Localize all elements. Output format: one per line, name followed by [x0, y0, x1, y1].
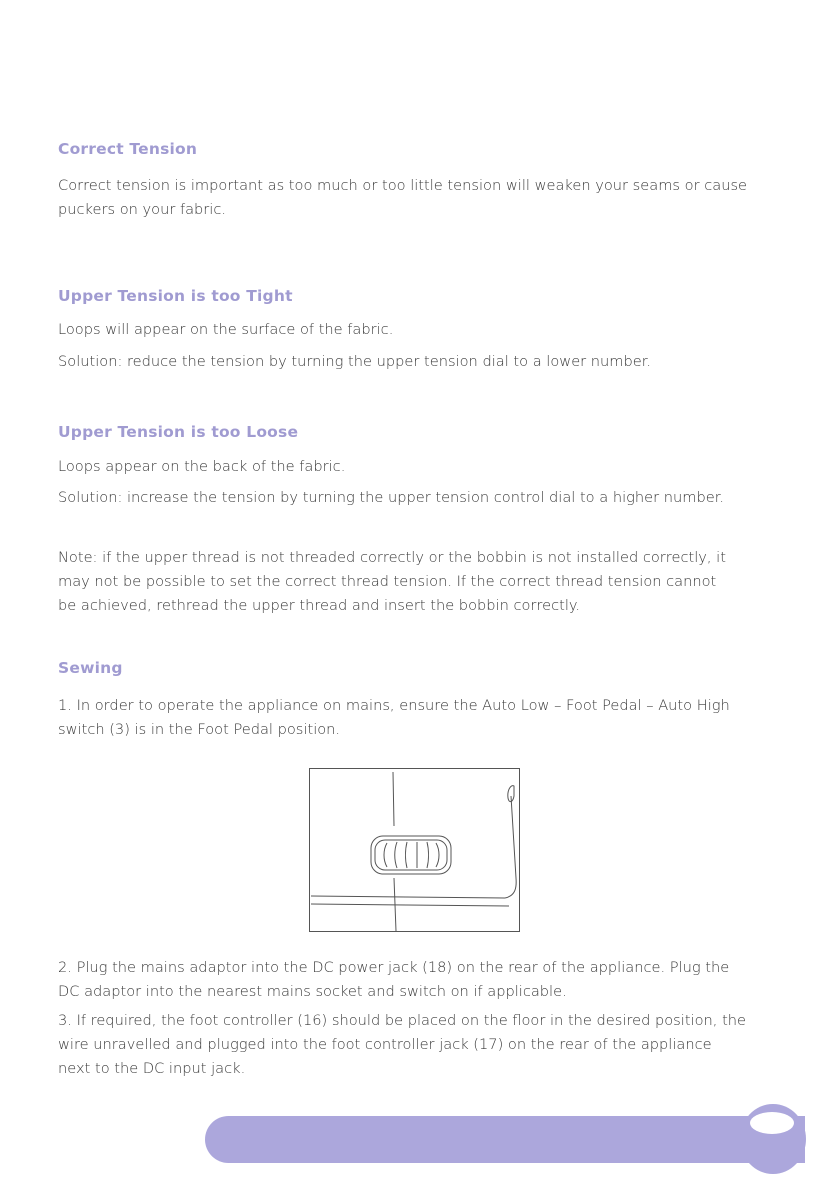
footer-bar — [205, 1116, 805, 1163]
paragraph-loose-symptom: Loops appear on the back of the fabric. — [58, 458, 346, 475]
paragraph-step-1: 1. In order to operate the appliance on mains, ensure the Auto Low – Foot Pedal – Auto High switch (3) is in the Foot Pedal position. — [58, 697, 730, 738]
paragraph-note: Note: if the upper thread is not threaded correctly or the bobbin is not installed correctly, it may not be possible to set the correct thread tension. If the correct thread tension cannot be achieved, rethread the upper thread and insert the bobbin correctly. — [58, 549, 726, 614]
heading-upper-tension-tight: Upper Tension is too Tight — [58, 287, 293, 305]
heading-sewing: Sewing — [58, 659, 123, 677]
paragraph-tight-symptom: Loops will appear on the surface of the fabric. — [58, 321, 394, 338]
paragraph-tight-solution: Solution: reduce the tension by turning the upper tension dial to a lower number. — [58, 353, 652, 370]
page-number-badge — [740, 1104, 806, 1174]
paragraph-step-3: 3. If required, the foot controller (16) should be placed on the floor in the desired position, the wire unravelled and plugged into the foot controller jack (17) on the rear of the appliance next to the DC input jack. — [58, 1012, 747, 1077]
paragraph-correct-tension: Correct tension is important as too much or too little tension will weaken your seams or cause puckers on your fabric. — [58, 177, 748, 218]
switch-illustration — [309, 768, 520, 932]
badge-highlight — [750, 1112, 794, 1134]
heading-correct-tension: Correct Tension — [58, 140, 198, 158]
paragraph-step-2: 2. Plug the mains adaptor into the DC power jack (18) on the rear of the appliance. Plug the DC adaptor into the nearest mains socket and switch on if applicable. — [58, 959, 730, 1000]
heading-upper-tension-loose: Upper Tension is too Loose — [58, 423, 299, 441]
paragraph-loose-solution: Solution: increase the tension by turning the upper tension control dial to a higher number. — [58, 489, 725, 506]
